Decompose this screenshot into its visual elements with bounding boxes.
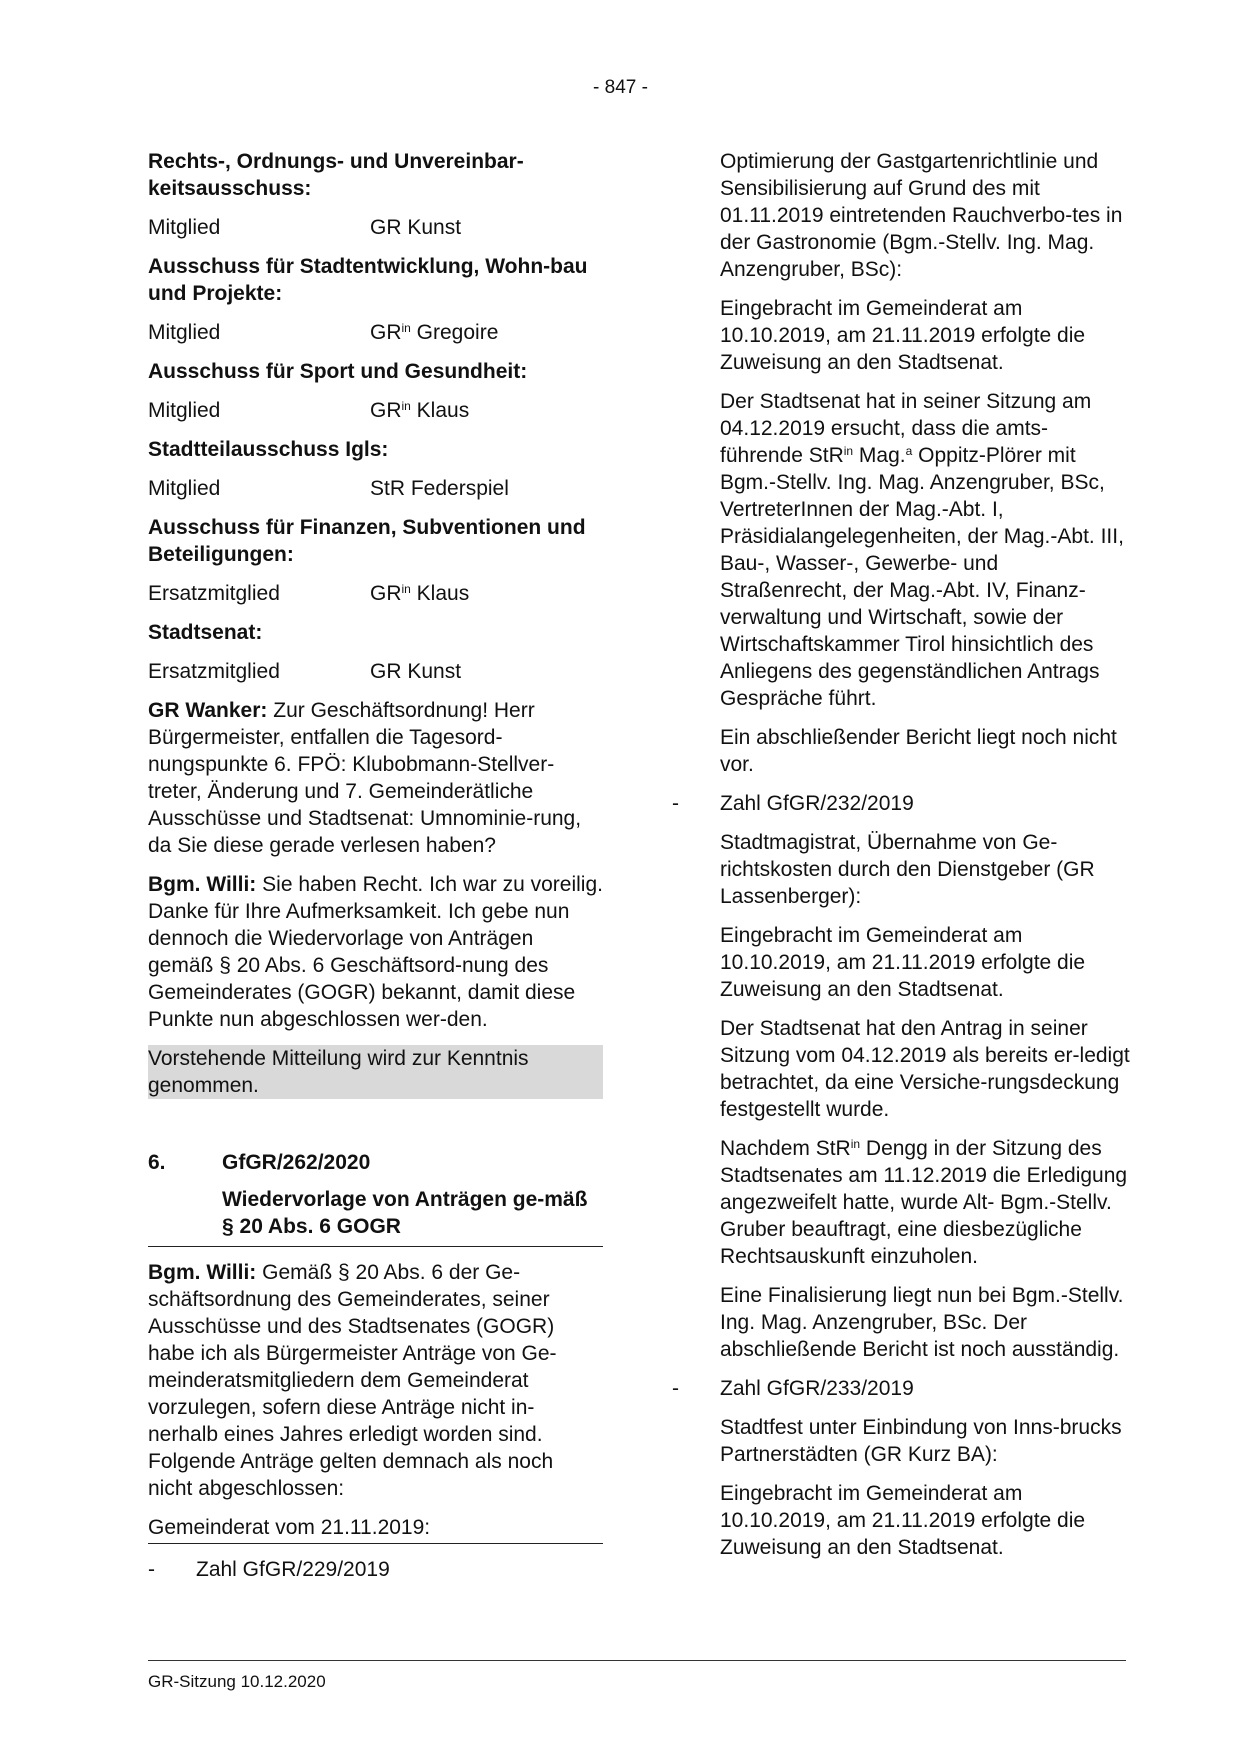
speech-paragraph: Bgm. Willi: Sie haben Recht. Ich war zu voreilig. Danke für Ihre Aufmerksamkeit. Ich gebe nun dennoch die Wiedervorlage von Anträgen gemäß § 20 Abs. 6 Geschäftsord-nung des Gemeinderates (GOGR) bekannt, damit diese Punkte nun abgeschlossen wer-den. bbox=[148, 873, 603, 1031]
footer-divider bbox=[148, 1660, 1126, 1661]
committee-heading: Stadtsenat: bbox=[148, 621, 263, 644]
page-number: - 847 - bbox=[593, 77, 648, 98]
list-item bbox=[148, 1556, 603, 1583]
committee-heading: Stadtteilausschuss Igls: bbox=[148, 438, 389, 461]
paragraph: Der Stadtsenat hat den Antrag in seiner Sitzung vom 04.12.2019 als bereits er-ledigt betrachtet, da eine Versiche-rungsdeckung festgestellt wurde. bbox=[720, 1017, 1130, 1121]
member-role: Mitglied bbox=[148, 216, 221, 239]
member-role: Mitglied bbox=[148, 477, 221, 500]
speech-paragraph: GR Wanker: Zur Geschäftsordnung! Herr Bürgermeister, entfallen die Tagesord-nungspunkte 6. FPÖ: Klubobmann-Stellver-treter, Änderung und 7. Gemeinderätliche Ausschüsse und Stadtsenat: Umnominie-rung, da Sie diese gerade verlesen haben? bbox=[148, 699, 582, 857]
member-person: $GR^{in}$ Gregoire bbox=[370, 321, 499, 344]
paragraph: Eingebracht im Gemeinderat am 10.10.2019, am 21.11.2019 erfolgte die Zuweisung an den Stadtsenat. bbox=[720, 1482, 1086, 1559]
member-row bbox=[148, 580, 603, 607]
committee-heading: Rechts-, Ordnungs- und Unvereinbar-keitsausschuss: bbox=[148, 150, 524, 200]
right-column bbox=[672, 148, 1130, 1573]
committee-heading: Ausschuss für Stadtentwicklung, Wohn-bau und Projekte: bbox=[148, 255, 588, 305]
paragraph: Eingebracht im Gemeinderat am 10.10.2019, am 21.11.2019 erfolgte die Zuweisung an den Stadtsenat. bbox=[720, 297, 1086, 374]
notice-box: Vorstehende Mitteilung wird zur Kenntnis genommen. bbox=[148, 1045, 603, 1099]
committee-heading: Ausschuss für Finanzen, Subventionen und Beteiligungen: bbox=[148, 516, 586, 566]
paragraph: Stadtfest unter Einbindung von Inns-brucks Partnerstädten (GR Kurz BA): bbox=[720, 1416, 1122, 1466]
speaker-name: Bgm. Willi: bbox=[148, 873, 257, 896]
member-person: $GR^{in}$ Klaus bbox=[370, 399, 470, 422]
paragraph: Ein abschließender Bericht liegt noch nicht vor. bbox=[720, 726, 1117, 776]
paragraph: Nachdem StR$^{in}$ Dengg in der Sitzung des Stadtsenates am 11.12.2019 die Erledigung angezweifelt hatte, wurde Alt- Bgm.-Stellv. Gruber beauftragt, eine diesbezügliche Rechtsauskunft einzuholen. bbox=[720, 1137, 1128, 1268]
paragraph: Eine Finalisierung liegt nun bei Bgm.-Stellv. Ing. Mag. Anzengruber, BSc. Der abschließende Bericht ist noch ausständig. bbox=[720, 1284, 1124, 1361]
list-dash: - bbox=[672, 792, 679, 815]
member-person: GR Kunst bbox=[370, 216, 462, 239]
member-role: Ersatzmitglied bbox=[148, 582, 280, 605]
committee-heading: Ausschuss für Sport und Gesundheit: bbox=[148, 360, 528, 383]
footer-text: GR-Sitzung 10.12.2020 bbox=[148, 1672, 326, 1691]
member-role: Mitglied bbox=[148, 399, 221, 422]
speaker-name: GR Wanker: bbox=[148, 699, 268, 722]
speaker-name: Bgm. Willi: bbox=[148, 1261, 257, 1284]
list-item-label: Zahl GfGR/233/2019 bbox=[720, 1377, 914, 1400]
speech-paragraph: Bgm. Willi: Gemäß § 20 Abs. 6 der Ge-schäftsordnung des Gemeinderates, seiner Ausschüsse und des Stadtsenates (GOGR) habe ich als Bürgermeister Anträge von Ge-meinderatsmitgliedern dem Gemeinderat vorzulegen, sofern diese Anträge nicht in-nerhalb eines Jahres erledigt worden sind. Folgende Anträge gelten demnach als noch nicht abgeschlossen: bbox=[148, 1261, 557, 1500]
list-item-label: Zahl GfGR/232/2019 bbox=[720, 792, 914, 815]
agenda-item bbox=[148, 1149, 603, 1247]
member-role: Mitglied bbox=[148, 321, 221, 344]
list-dash: - bbox=[672, 1377, 679, 1400]
member-person: $GR^{in}$ Klaus bbox=[370, 582, 470, 605]
member-row bbox=[148, 214, 603, 241]
member-row bbox=[148, 397, 603, 424]
agenda-code: GfGR/262/2020 bbox=[222, 1151, 371, 1174]
paragraph: Eingebracht im Gemeinderat am 10.10.2019, am 21.11.2019 erfolgte die Zuweisung an den Stadtsenat. bbox=[720, 924, 1086, 1001]
member-person: GR Kunst bbox=[370, 660, 462, 683]
member-row bbox=[148, 658, 603, 685]
left-column bbox=[148, 148, 603, 1595]
member-person: StR Federspiel bbox=[370, 477, 509, 500]
list-dash: - bbox=[148, 1558, 155, 1581]
paragraph: Optimierung der Gastgartenrichtlinie und Sensibilisierung auf Grund des mit 01.11.2019 eintretenden Rauchverbo-tes in der Gastronomie (Bgm.-Stellv. Ing. Mag. Anzengruber, BSc): bbox=[720, 150, 1123, 281]
agenda-number: 6. bbox=[148, 1151, 166, 1174]
list-item bbox=[672, 790, 1130, 817]
member-row bbox=[148, 319, 603, 346]
member-row bbox=[148, 475, 603, 502]
list-item bbox=[672, 1375, 1130, 1402]
member-role: Ersatzmitglied bbox=[148, 660, 280, 683]
paragraph: Der Stadtsenat hat in seiner Sitzung am 04.12.2019 ersucht, dass die amts-führende StR$^{in}$ Mag.$^a$ Oppitz-Plörer mit Bgm.-Stellv. Ing. Mag. Anzengruber, BSc, VertreterInnen der Mag.-Abt. I, Präsidialangelegenheiten, der Mag.-Abt. III, Bau-, Wasser-, Gewerbe- und Straßenrecht, der Mag.-Abt. IV, Finanz-verwaltung und Wirtschaft, sowie der Wirtschaftskammer Tirol hinsichtlich des Anliegens des gegenständlichen Antrags Gespräche führt. bbox=[720, 390, 1124, 710]
list-item-label: Zahl GfGR/229/2019 bbox=[196, 1558, 390, 1581]
session-label: Gemeinderat vom 21.11.2019: bbox=[148, 1514, 603, 1544]
paragraph: Stadtmagistrat, Übernahme von Ge-richtskosten durch den Dienstgeber (GR Lassenberger): bbox=[720, 831, 1095, 908]
agenda-title: Wiedervorlage von Anträgen ge-mäß § 20 Abs. 6 GOGR bbox=[148, 1186, 603, 1247]
